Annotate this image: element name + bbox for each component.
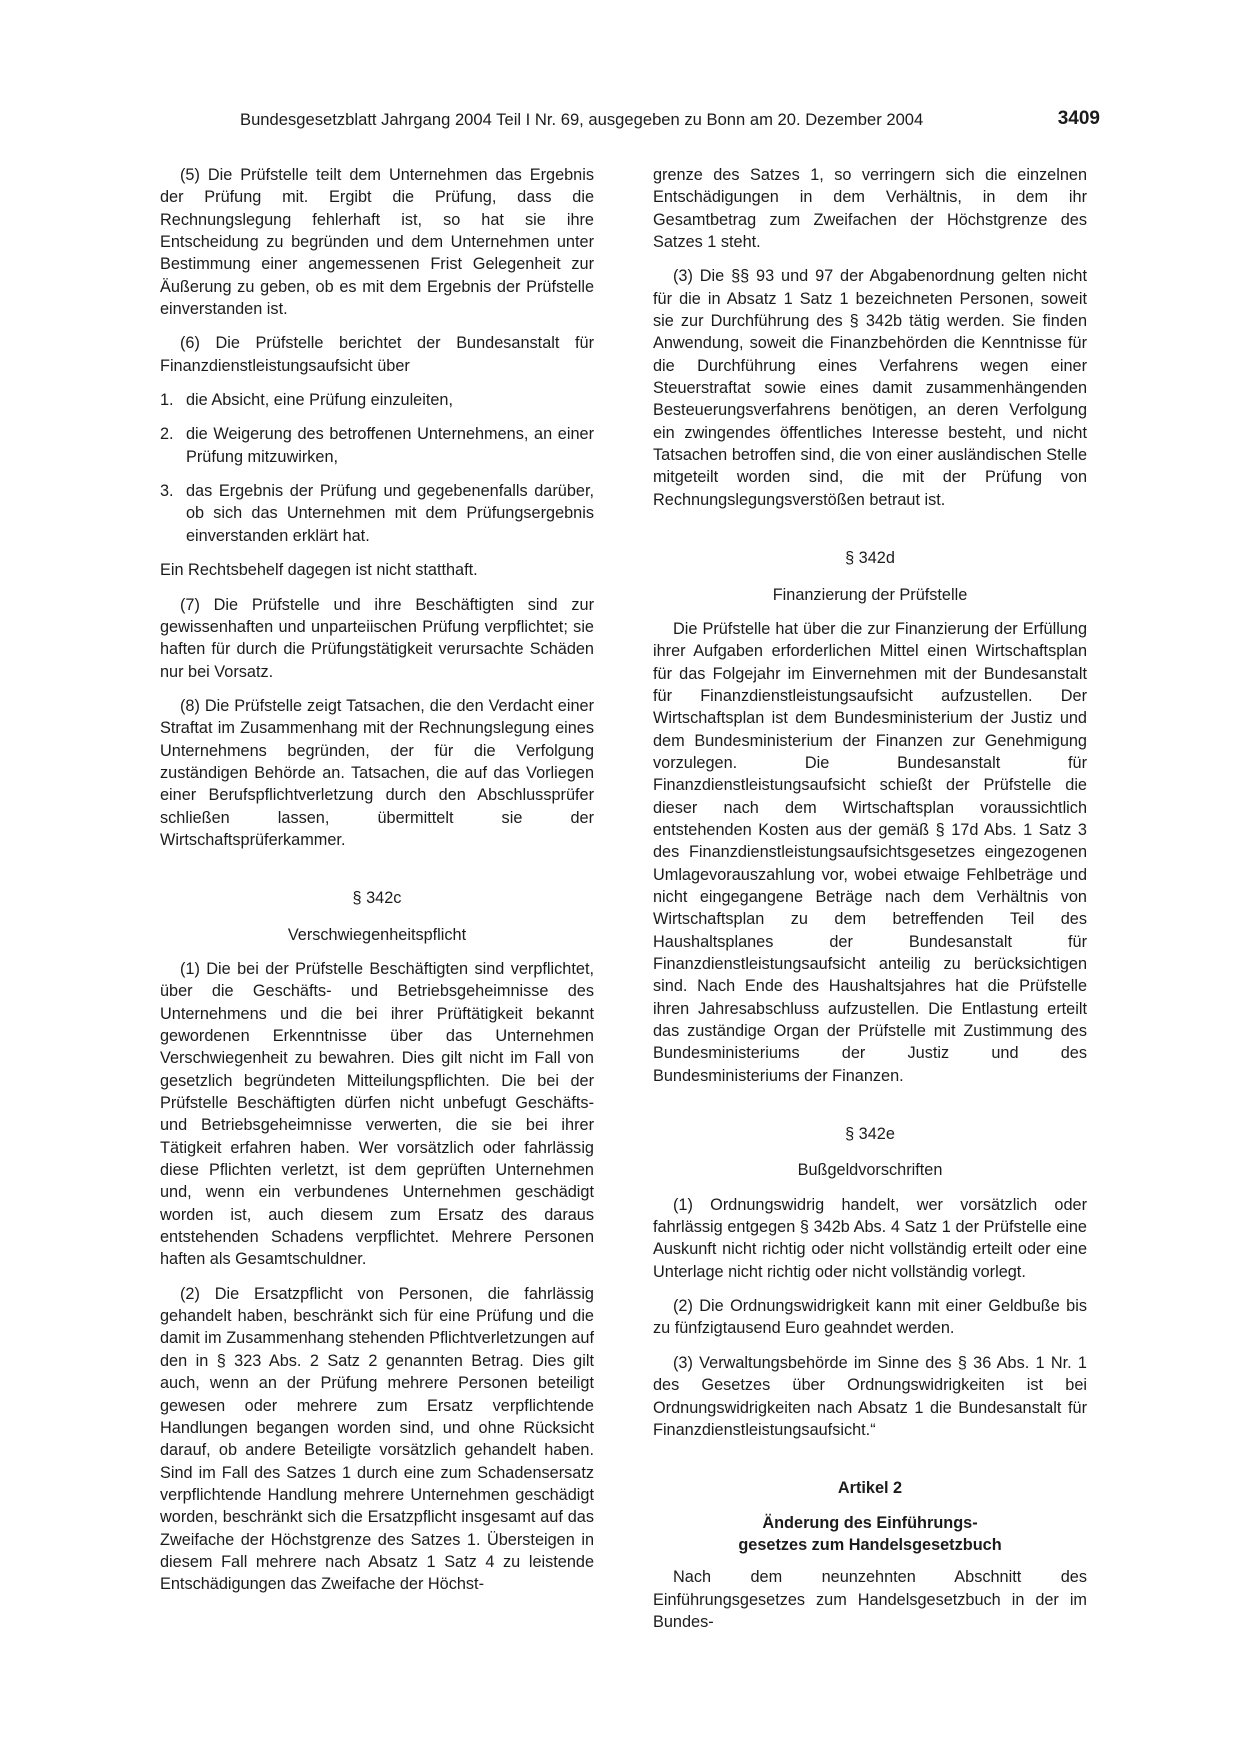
list-number: 3. (160, 482, 174, 501)
article-2-subtitle-line-2: gesetzes zum Handelsgesetzbuch (738, 1535, 1002, 1554)
section-342c-title: Verschwiegenheitspflicht (287, 925, 467, 944)
list-item (160, 423, 594, 468)
paragraph-8: (8) Die Prüfstelle zeigt Tatsachen, die den Verdacht einer Straftat im Zusammenhang mit der Rechnungslegung eines Unternehmens begründen, der für die Verfolgung zuständigen Behörde an. Tatsachen, die auf das Vorliegen einer Berufspflichtverletzung durch den Abschlussprüfer schließen lassen, übermittelt sie der Wirtschaftsprüferkammer. (160, 696, 594, 849)
page-header (240, 108, 1100, 138)
list-number: 1. (160, 391, 174, 410)
section-342e-paragraph-3: (3) Verwaltungsbehörde im Sinne des § 36 Abs. 1 Nr. 1 des Gesetzes über Ordnungswidrigkeiten ist bei Ordnungswidrigkeiten nach Absatz 1 die Bundesanstalt für Finanzdienstleistungsaufsicht.“ (653, 1353, 1087, 1439)
section-342c-paragraph-1: (1) Die bei der Prüfstelle Beschäftigten sind verpflichtet, über die Geschäfts- und Betriebsgeheimnisse des Unternehmens und die bei ihrer Prüftätigkeit bekannt gewordenen Erkenntnisse über das Unternehmen Verschwiegenheit zu bewahren. Dies gilt nicht im Fall von gesetzlich begründeten Mitteilungspflichten. Die bei der Prüfstelle Beschäftigten dürfen nicht unbefugt Geschäfts- und Betriebsgeheimnisse verwerten, die sie bei ihrer Tätigkeit erfahren haben. Wer vorsätzlich oder fahrlässig diese Pflichten verletzt, ist dem geprüften Unternehmen und, wenn ein verbundenes Unternehmen geschädigt worden ist, auch diesem zum Ersatz des daraus entstehenden Schadens verpflichtet. Mehrere Personen haften als Gesamtschuldner. (160, 959, 594, 1269)
list-item (160, 480, 594, 547)
list-text: das Ergebnis der Prüfung und gegebenenfalls darüber, ob sich das Unternehmen mit dem Prüfungsergebnis einverstanden erklärt hat. (186, 482, 594, 545)
list-number: 2. (160, 425, 174, 444)
left-column (160, 164, 594, 1608)
list-text: die Weigerung des betroffenen Unternehmens, an einer Prüfung mitzuwirken, (186, 425, 594, 466)
paragraph-6: (6) Die Prüfstelle berichtet der Bundesanstalt für Finanzdienstleistungsaufsicht über (160, 334, 594, 375)
report-list (160, 389, 594, 547)
page-number: 3409 (1057, 108, 1100, 129)
list-item (160, 389, 594, 411)
article-2-title: Artikel 2 (837, 1479, 903, 1498)
article-2-text: Nach dem neunzehnten Abschnitt des Einführungsgesetzes zum Handelsgesetzbuch in der im Bundes- (653, 1568, 1087, 1631)
right-column (653, 164, 1087, 1645)
article-2-subtitle-line-1: Änderung des Einführungs- (762, 1513, 978, 1532)
header-title: Bundesgesetzblatt Jahrgang 2004 Teil I Nr. 69, ausgegeben zu Bonn am 20. Dezember 2004 (240, 110, 924, 129)
article-2-subtitle (653, 1512, 1087, 1557)
section-342c-paragraph-2: (2) Die Ersatzpflicht von Personen, die fahrlässig gehandelt haben, beschränkt sich für eine Prüfung und die damit im Zusammenhang stehenden Pflichtverletzungen auf den in § 323 Abs. 2 Satz 2 genannten Betrag. Dies gilt auch, wenn an der Prüfung mehrere Personen beteiligt gewesen oder mehrere zum Ersatz verpflichtende Handlungen begangen worden sind, und ohne Rücksicht darauf, ob andere Beteiligte vorsätzlich gehandelt haben. Sind im Fall des Satzes 1 durch eine zum Schadensersatz verpflichtende Handlung mehrere Unternehmen geschädigt worden, beschränkt sich die Ersatzpflicht insgesamt auf das Zweifache der Höchstgrenze des Satzes 1. Übersteigen in diesem Fall mehrere nach Absatz 1 Satz 4 zu leistende Entschädigungen das Zweifache der Höchst- (160, 1284, 594, 1594)
section-342e-number: § 342e (845, 1125, 895, 1144)
paragraph-5: (5) Die Prüfstelle teilt dem Unternehmen das Ergebnis der Prüfung mit. Ergibt die Prüfung, dass die Rechnungslegung fehlerhaft ist, so hat sie ihre Entscheidung zu begründen und dem Unternehmen unter Bestimmung einer angemessenen Frist Gelegenheit zur Äußerung zu geben, ob es mit dem Ergebnis der Prüfstelle einverstanden ist. (160, 166, 594, 319)
section-342d-title: Finanzierung der Prüfstelle (772, 585, 968, 604)
section-342d-number: § 342d (845, 549, 895, 568)
paragraph-7: (7) Die Prüfstelle und ihre Beschäftigten sind zur gewissenhaften und unparteiischen Prüfung verpflichtet; sie haften für durch die Prüfungstätigkeit verursachte Schäden nur bei Vorsatz. (160, 595, 594, 681)
section-342c-number: § 342c (352, 889, 402, 908)
section-342e-paragraph-2: (2) Die Ordnungswidrigkeit kann mit einer Geldbuße bis zu fünfzigtausend Euro geahndet werden. (653, 1297, 1087, 1338)
continuation-text: grenze des Satzes 1, so verringern sich die einzelnen Entschädigungen in dem Verhältnis, in dem ihr Gesamtbetrag zum Zweifachen der Höchstgrenze des Satzes 1 steht. (653, 166, 1087, 252)
rechtsbehelf-note: Ein Rechtsbehelf dagegen ist nicht statthaft. (160, 561, 478, 580)
section-342e-paragraph-1: (1) Ordnungswidrig handelt, wer vorsätzlich oder fahrlässig entgegen § 342b Abs. 4 Satz 1 der Prüfstelle eine Auskunft nicht richtig oder nicht vollständig erteilt oder eine Unterlage nicht richtig oder nicht vollständig vorlegt. (653, 1195, 1087, 1281)
section-342d-text: Die Prüfstelle hat über die zur Finanzierung der Erfüllung ihrer Aufgaben erforderlichen Mittel einen Wirtschaftsplan für das Folgejahr im Einvernehmen mit der Bundesanstalt für Finanzdienstleistungsaufsicht aufzustellen. Der Wirtschaftsplan ist dem Bundesministerium der Justiz und dem Bundesministerium der Finanzen zur Genehmigung vorzulegen. Die Bundesanstalt für Finanzdienstleistungsaufsicht schießt der Prüfstelle die dieser nach dem Wirtschaftsplan voraussichtlich entstehenden Kosten aus der gemäß § 17d Abs. 1 Satz 3 des Finanzdienstleistungsaufsichtsgesetzes eingezogenen Umlagevorauszahlung vor, wobei etwaige Fehlbeträge und nicht eingegangene Beträge nach dem Verhältnis von Wirtschaftsplan zu dem betreffenden Teil des Haushaltsplanes der Bundesanstalt für Finanzdienstleistungsaufsicht anteilig zu berücksichtigen sind. Nach Ende des Haushaltsjahres hat die Prüfstelle ihren Jahresabschluss aufzustellen. Die Entlastung erteilt das zuständige Organ der Prüfstelle mit Zustimmung des Bundesministeriums der Justiz und des Bundesministeriums der Finanzen. (653, 619, 1087, 1085)
section-342e-title: Bußgeldvorschriften (797, 1161, 943, 1180)
list-text: die Absicht, eine Prüfung einzuleiten, (186, 391, 454, 410)
section-342c-paragraph-3: (3) Die §§ 93 und 97 der Abgabenordnung gelten nicht für die in Absatz 1 Satz 1 bezeichneten Personen, soweit sie zur Durchführung des § 342b tätig werden. Sie finden Anwendung, soweit die Finanzbehörden die Kenntnisse für die Durchführung eines Verfahrens wegen einer Steuerstraftat sowie eines damit zusammenhängenden Besteuerungsverfahrens benötigen, an deren Verfolgung ein zwingendes öffentliches Interesse besteht, und nicht Tatsachen betroffen sind, die von einer ausländischen Stelle mitgeteilt worden sind, die mit der Prüfung von Rechnungslegungsverstößen betraut ist. (653, 267, 1087, 509)
